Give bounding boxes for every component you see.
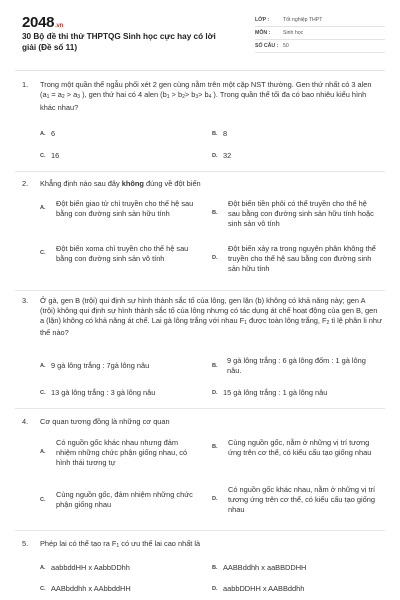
question-1: 1. Trong một quần thể ngẫu phối xét 2 gen cùng nằm trên một cặp NST thường. Gen thứ nhất có 3 alen ($a_1 = a_2 > a_3$ ), gen thứ hai có 4 alen ($b_1 > b_2> b_3> b_4$ ). Trong quần thể tối đa có bao nhiêu kiểu hình khác nhau? (22, 80, 382, 112)
meta-row-class: LỚP : Tốt nghiệp THPT (255, 14, 385, 27)
question-stem: Cơ quan tương đồng là những cơ quan (40, 417, 170, 426)
site-logo[interactable]: 2048.vn (22, 14, 63, 31)
option-c[interactable]: C. 13 gà lông trắng : 3 gà lông nâu (40, 388, 156, 397)
question-divider (15, 530, 385, 531)
header-divider (15, 70, 385, 71)
meta-row-question-count: SỐ CÂU : 50 (255, 40, 385, 53)
question-2: 2. Khẳng định nào sau đây không đúng về đột biến (22, 179, 382, 189)
document-title: 30 Bộ đề thi thử THPTQG Sinh học cực hay có lời giải (Đề số 11) (22, 32, 216, 52)
question-divider (15, 408, 385, 409)
option-a[interactable]: A. aabbddHH x AabbDDhh (40, 563, 130, 572)
question-stem: Khẳng định nào sau đây không đúng về đột biến (40, 179, 201, 188)
meta-row-subject: MÔN : Sinh học (255, 27, 385, 40)
question-4: 4. Cơ quan tương đồng là những cơ quan (22, 417, 382, 427)
option-d[interactable]: D. aabbDDHH x AABBddhh (212, 584, 305, 593)
question-5: 5. Phép lai có thể tạo ra $F_1$ có ưu thế lai cao nhất là (22, 539, 382, 552)
question-stem: Trong một quần thể ngẫu phối xét 2 gen cùng nằm trên một cặp NST thường. Gen thứ nhất có 3 alen ($a_1 = a_2 > a_3$ ), gen thứ hai có 4 alen ($b_1 > b_2> b_3> b_4$ ). Trong quần thể tối đa có bao nhiêu kiểu hình khác nhau? (40, 80, 372, 112)
question-stem: Phép lai có thể tạo ra $F_1$ có ưu thế lai cao nhất là (40, 539, 201, 549)
option-d[interactable]: D. 15 gà lông trắng : 1 gà lông nâu (212, 388, 328, 397)
option-c[interactable]: C. Cùng nguồn gốc, đảm nhiệm những chức phận giống nhau (40, 490, 193, 509)
option-a[interactable]: A. 9 gà lông trắng : 7gà lông nâu (40, 361, 150, 371)
option-d[interactable]: D. Có nguồn gốc khác nhau, nằm ở những vị trí tương ứng trên cơ thể, có kiểu cấu tạo giống nhau (212, 485, 376, 514)
option-c[interactable]: C. 16 (40, 151, 60, 160)
option-c[interactable]: C. Đột biến xoma chỉ truyền cho thế hệ sau bằng con đường sinh sản vô tính (40, 244, 189, 263)
option-a[interactable]: A. Có nguồn gốc khác nhau nhưng đảm nhiệm những chức phận giống nhau, có hình thái tương tự (40, 438, 188, 467)
option-d[interactable]: D. Đột biến xảy ra trong nguyên phân không thể truyền cho thế hệ sau bằng con đường sinh sản hữu tính (212, 244, 376, 273)
option-b[interactable]: B. Cùng nguồn gốc, nằm ở những vị trí tương ứng trên cơ thể, có kiểu cấu tạo giống nhau (212, 438, 372, 457)
question-3: 3. Ở gà, gen B (trội) qui định sự hình thành sắc tố của lông, gen lặn (b) không có khả năng này; gen A (trội) không qui định sự hình thành sắc tố của lông nhưng có tác dụng át chế hoạt động của gen B, gen a (lặn) không có khả năng át chế. Lai gà lông trắng với nhau $F_1$ được toàn lông trắng, $F_2$ tỉ lệ phân li như thế nào? (22, 296, 382, 338)
exam-meta-table (255, 14, 385, 53)
question-divider (15, 171, 385, 172)
question-divider (15, 290, 385, 291)
option-b[interactable]: B. 8 (212, 129, 228, 138)
question-stem: Ở gà, gen B (trội) qui định sự hình thành sắc tố của lông, gen lặn (b) không có khả năng này; gen A (trội) không qui định sự hình thành sắc tố của lông nhưng có tác dụng át chế hoạt động của gen B, gen a (lặn) không có khả năng át chế. Lai gà lông trắng với nhau $F_1$ được toàn lông trắng, $F_2$ tỉ lệ phân li như thế nào? (40, 296, 382, 338)
option-b[interactable]: B. AABBddhh x aaBBDDHH (212, 563, 307, 572)
option-b[interactable]: B. 9 gà lông trắng : 6 gà lông đốm : 1 gà lông nâu. (212, 356, 366, 375)
option-d[interactable]: D. 32 (212, 151, 232, 160)
option-b[interactable]: B. Đột biến tiền phôi có thể truyền cho thế hệ sau bằng con đường sinh sản hữu tính hoặc sinh sản vô tính (212, 199, 374, 228)
option-c[interactable]: C. AABbddhh x AAbbddHH (40, 584, 131, 593)
option-a[interactable]: A. 6 (40, 129, 56, 138)
option-a[interactable]: A. Đột biến giao tử chỉ truyền cho thế hệ sau bằng con đường sinh sản hữu tính (40, 199, 194, 218)
